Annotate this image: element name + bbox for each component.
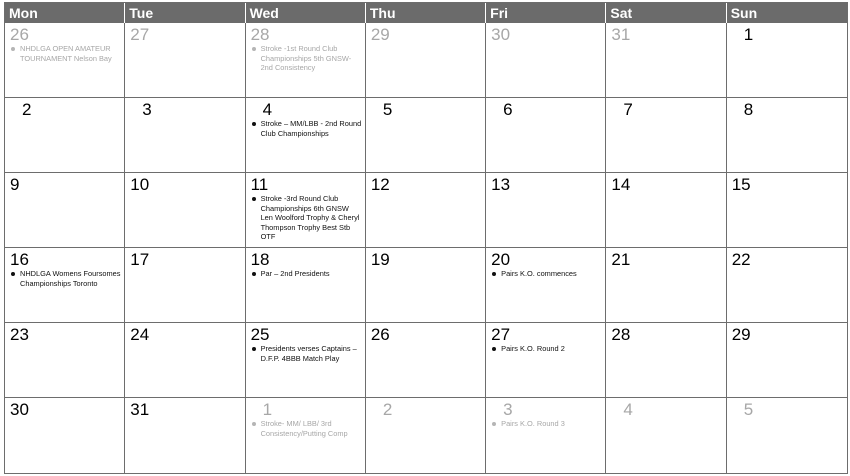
- day-cell[interactable]: [5, 398, 125, 473]
- day-cell[interactable]: [246, 173, 366, 248]
- day-cell[interactable]: [486, 98, 606, 173]
- day-cell[interactable]: [606, 23, 726, 98]
- day-cell[interactable]: [606, 248, 726, 323]
- day-number: 19: [370, 250, 390, 269]
- day-cell[interactable]: [727, 173, 847, 248]
- day-number: 23: [10, 325, 29, 344]
- day-number: 29: [731, 325, 751, 344]
- day-cell[interactable]: [727, 98, 847, 173]
- event-item[interactable]: NHDLGA OPEN AMATEUR TOURNAMENT Nelson Bay: [10, 44, 121, 63]
- day-cell[interactable]: [5, 98, 125, 173]
- day-cell[interactable]: [366, 98, 486, 173]
- day-cell[interactable]: [246, 23, 366, 98]
- day-number: 25: [250, 325, 270, 344]
- day-cell[interactable]: [486, 398, 606, 473]
- day-number: 28: [250, 25, 270, 44]
- day-number: 5: [382, 100, 393, 119]
- day-cell[interactable]: [366, 173, 486, 248]
- day-cell[interactable]: [727, 248, 847, 323]
- day-number: 10: [130, 175, 150, 194]
- day-cell[interactable]: [366, 398, 486, 473]
- day-cell[interactable]: [246, 323, 366, 398]
- event-item[interactable]: Presidents verses Captains – D.F.P. 4BBB Match Play: [251, 344, 362, 363]
- day-number: 31: [611, 25, 631, 44]
- day-cell[interactable]: [125, 98, 245, 173]
- day-number: 20: [491, 250, 511, 269]
- day-cell[interactable]: [486, 173, 606, 248]
- weekday-sun: Sun: [730, 5, 758, 21]
- weekday-mon: Mon: [5, 3, 125, 23]
- day-cell[interactable]: [246, 248, 366, 323]
- weekday-header: [5, 3, 847, 23]
- day-cell[interactable]: [366, 248, 486, 323]
- day-number: 1: [262, 400, 273, 419]
- day-cell[interactable]: [5, 248, 125, 323]
- day-number: 27: [130, 25, 150, 44]
- month-grid: [5, 23, 847, 473]
- day-number: 13: [491, 175, 511, 194]
- day-cell[interactable]: [366, 323, 486, 398]
- event-item[interactable]: Stroke -1st Round Club Championships 5th GNSW-2nd Consistency: [251, 44, 362, 73]
- day-number: 27: [491, 325, 511, 344]
- weekday-tue: Tue: [125, 3, 245, 23]
- event-item[interactable]: NHDLGA Womens Foursomes Championships Toronto: [10, 269, 121, 288]
- day-cell[interactable]: [366, 23, 486, 98]
- day-cell[interactable]: [606, 398, 726, 473]
- day-number: 2: [22, 100, 32, 119]
- day-cell[interactable]: [606, 173, 726, 248]
- weekday-fri: Fri: [486, 3, 606, 23]
- day-cell[interactable]: [246, 398, 366, 473]
- day-number: 8: [743, 100, 754, 119]
- day-cell[interactable]: [125, 398, 245, 473]
- day-number: 18: [250, 250, 270, 269]
- day-cell[interactable]: [125, 23, 245, 98]
- day-number: 28: [611, 325, 631, 344]
- day-number: 7: [623, 100, 633, 119]
- day-cell[interactable]: [5, 23, 125, 98]
- day-number: 1: [743, 25, 754, 44]
- day-number: 30: [10, 400, 29, 419]
- day-cell[interactable]: [486, 248, 606, 323]
- event-item[interactable]: Stroke -3rd Round Club Championships 6th GNSW Len Woolford Trophy & Cheryl Thompson Trophy Best Stb OTF: [251, 194, 362, 242]
- event-item[interactable]: Pairs K.O. commences: [491, 269, 602, 279]
- day-cell[interactable]: [486, 23, 606, 98]
- event-item[interactable]: Pairs K.O. Round 2: [491, 344, 602, 354]
- day-number: 15: [731, 175, 751, 194]
- day-number: 3: [142, 100, 152, 119]
- calendar: [4, 2, 848, 474]
- event-item[interactable]: Stroke – MM/LBB - 2nd Round Club Championships: [251, 119, 362, 138]
- day-number: 4: [262, 100, 273, 119]
- day-number: 26: [10, 25, 29, 44]
- day-number: 17: [130, 250, 150, 269]
- day-cell[interactable]: [606, 323, 726, 398]
- day-number: 5: [743, 400, 754, 419]
- weekday-wed: Wed: [246, 3, 366, 23]
- day-cell[interactable]: [727, 398, 847, 473]
- day-number: 16: [10, 250, 29, 269]
- day-cell[interactable]: [5, 173, 125, 248]
- day-number: 11: [250, 175, 269, 194]
- day-cell[interactable]: [246, 98, 366, 173]
- day-number: 24: [130, 325, 150, 344]
- day-number: 9: [10, 175, 20, 194]
- day-number: 3: [503, 400, 513, 419]
- day-number: 22: [731, 250, 751, 269]
- day-number: 14: [611, 175, 631, 194]
- day-number: 6: [503, 100, 513, 119]
- day-cell[interactable]: [125, 173, 245, 248]
- day-cell[interactable]: [125, 323, 245, 398]
- day-cell[interactable]: [5, 323, 125, 398]
- day-cell[interactable]: [606, 98, 726, 173]
- day-cell[interactable]: [727, 23, 847, 98]
- event-item[interactable]: Stroke- MM/ LBB/ 3rd Consistency/Putting Comp: [251, 419, 362, 438]
- day-number: 30: [491, 25, 511, 44]
- event-item[interactable]: Par – 2nd Presidents: [251, 269, 362, 279]
- day-cell[interactable]: [727, 323, 847, 398]
- day-number: 12: [370, 175, 390, 194]
- day-number: 31: [130, 400, 150, 419]
- day-cell[interactable]: [125, 248, 245, 323]
- day-cell[interactable]: [486, 323, 606, 398]
- event-item[interactable]: Pairs K.O. Round 3: [491, 419, 602, 429]
- day-number: 4: [623, 400, 633, 419]
- day-number: 21: [611, 250, 631, 269]
- weekday-sat: Sat: [606, 3, 726, 23]
- day-number: 29: [370, 25, 390, 44]
- day-number: 26: [370, 325, 390, 344]
- weekday-thu: Thu: [366, 3, 486, 23]
- day-number: 2: [382, 400, 393, 419]
